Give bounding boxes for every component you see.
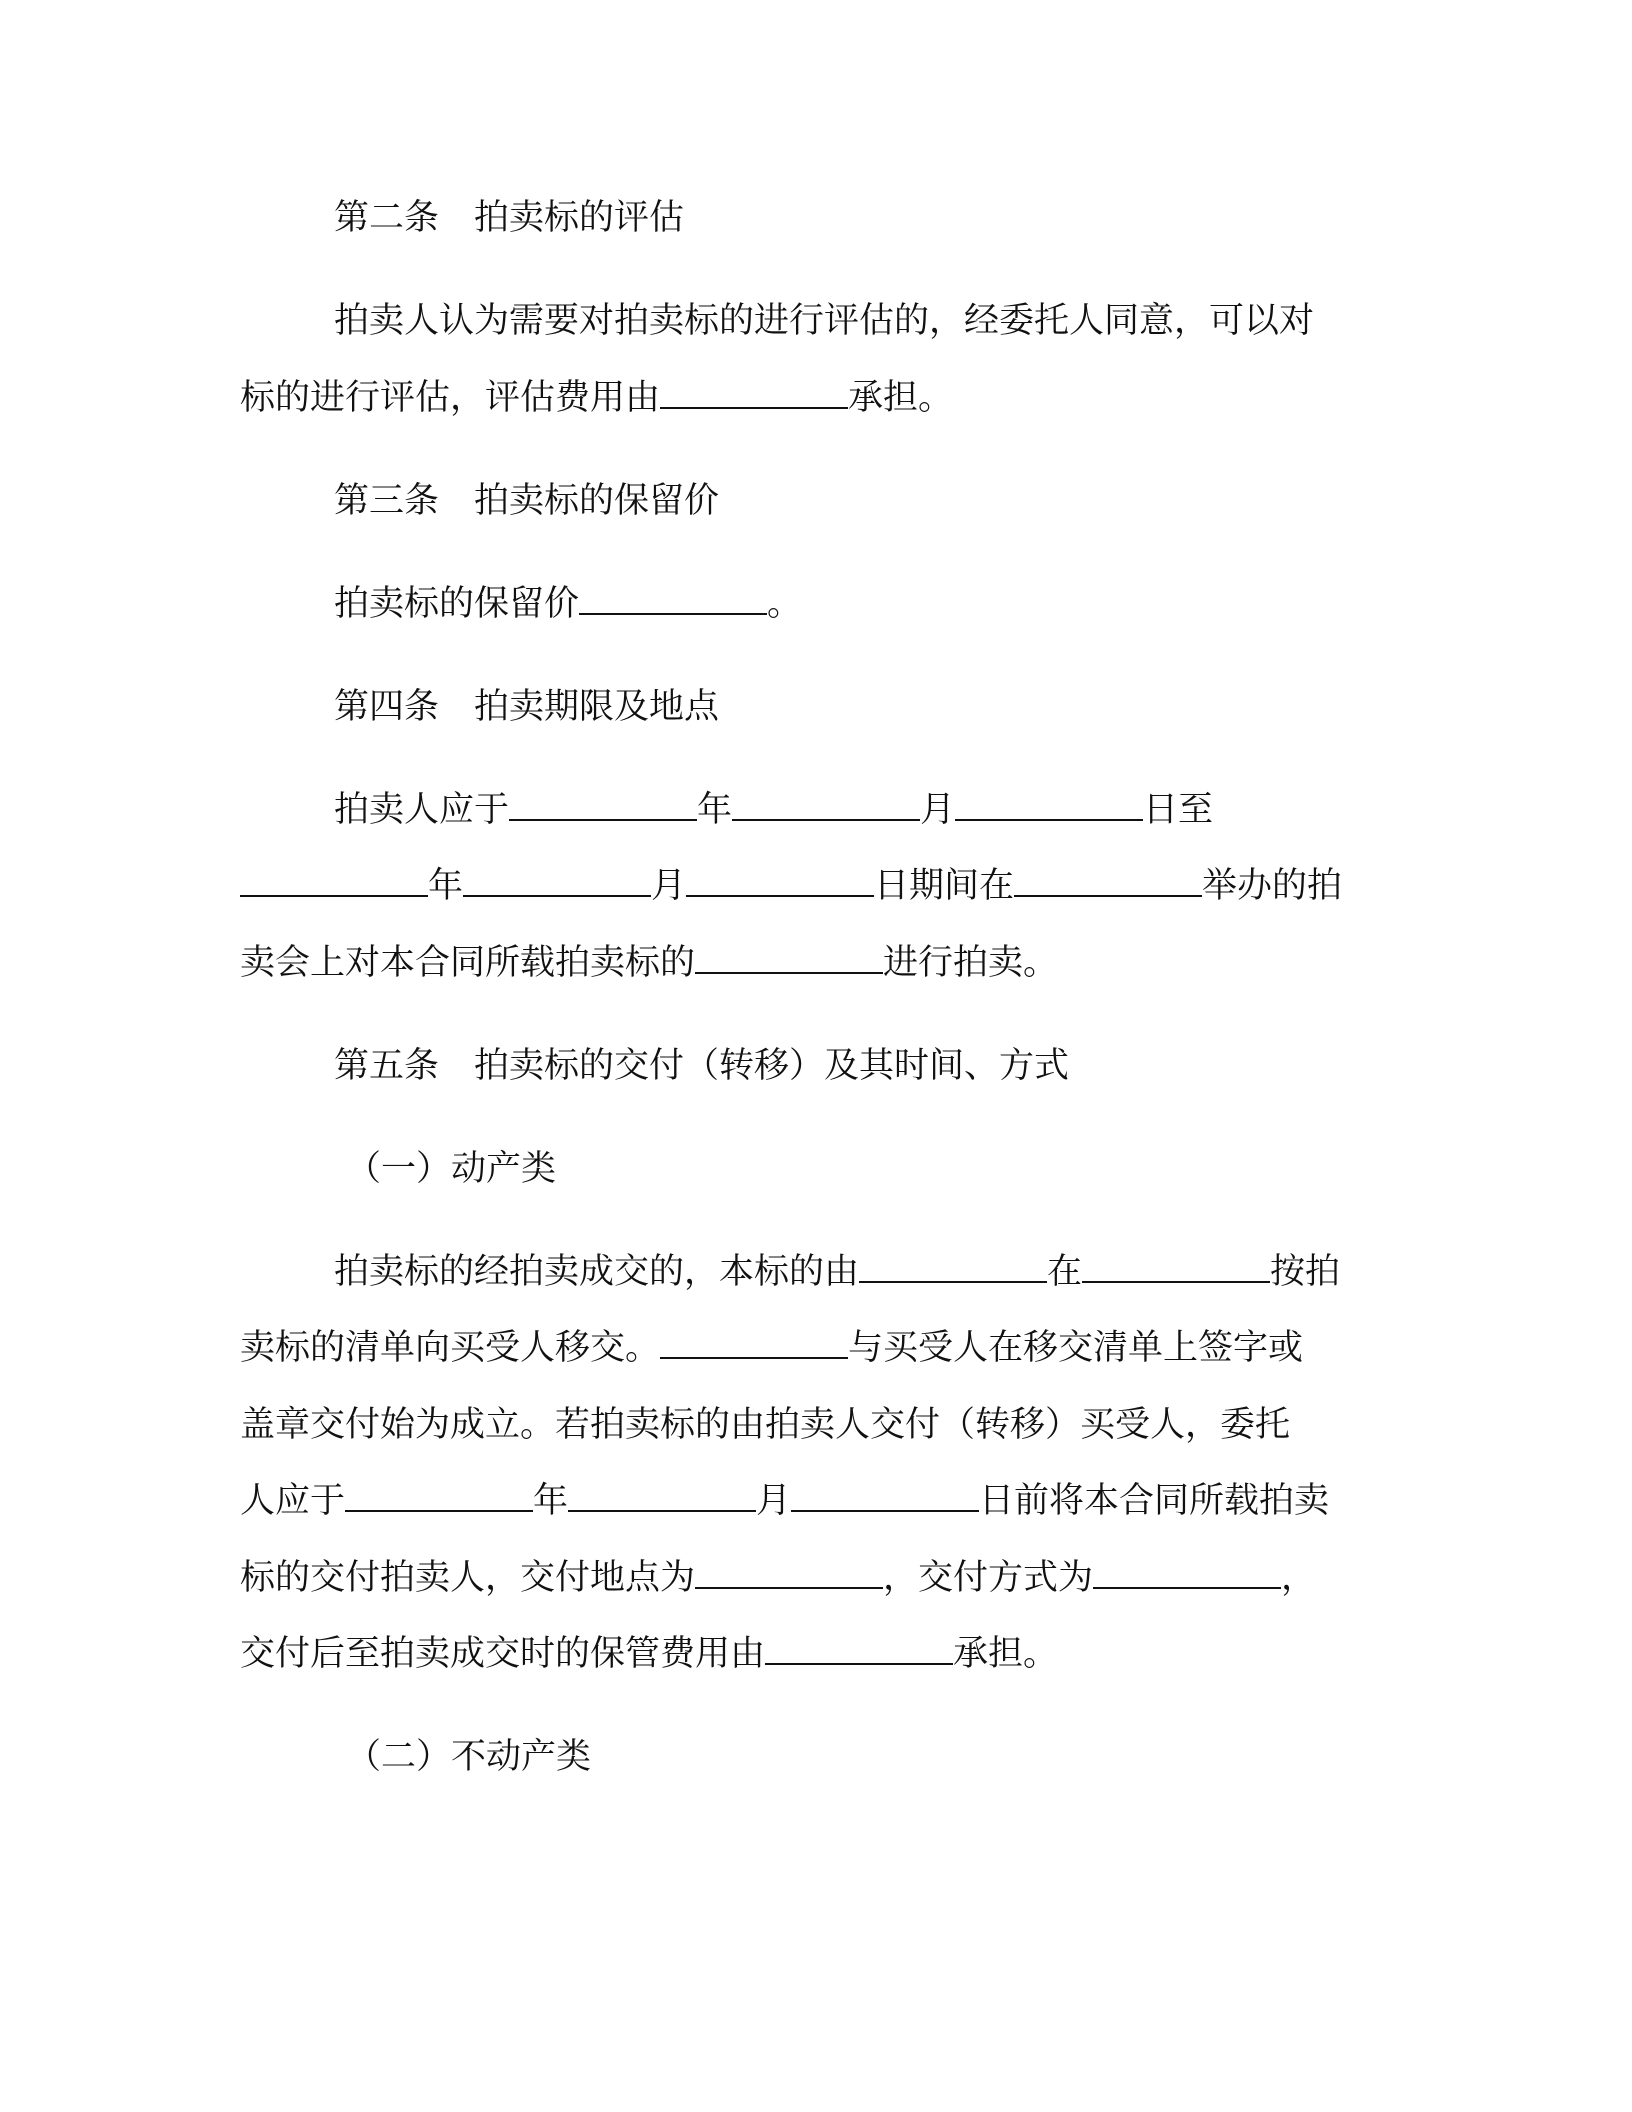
fill-in-blank [240,865,428,897]
text-segment: 拍卖人应于 [334,790,510,830]
fill-in-blank [509,789,697,821]
text-segment: 承担。 [848,378,954,418]
text-segment: 日前将本合同所载拍卖 [979,1481,1330,1521]
fill-in-blank [463,865,651,897]
text-segment: 月 [920,790,956,830]
article-2-paragraph-line-1: 拍卖人认为需要对拍卖标的进行评估的，经委托人同意，可以对 [334,301,1315,341]
text-segment: 交付后至拍卖成交时的保管费用由 [240,1634,766,1674]
fill-in-blank [660,1327,848,1359]
text-segment: 。 [767,584,803,624]
text-segment: 卖会上对本合同所载拍卖标的 [240,943,696,983]
article-3-heading: 第三条 拍卖标的保留价 [334,481,720,521]
text-segment: 年 [428,866,464,906]
fill-in-blank [695,1557,883,1589]
text-segment: 承担。 [953,1634,1059,1674]
text-segment: 拍卖标的经拍卖成交的，本标的由 [334,1252,860,1292]
article-5-paragraph-line-1 [334,1250,1340,1294]
fill-in-blank [686,865,874,897]
fill-in-blank [1082,1251,1270,1283]
article-5-subheading-movable: （一）动产类 [346,1149,557,1189]
article-2-heading: 第二条 拍卖标的评估 [334,198,685,238]
text-segment: 月 [651,866,687,906]
article-2-paragraph-line-2 [240,376,953,420]
fill-in-blank [579,583,767,615]
text-segment: 人应于 [240,1481,346,1521]
text-segment: 标的交付拍卖人，交付地点为 [240,1558,696,1598]
article-4-paragraph-line-2 [240,864,1342,908]
article-5-heading: 第五条 拍卖标的交付（转移）及其时间、方式 [334,1046,1070,1086]
text-segment: ， [1281,1558,1317,1598]
text-segment: 与买受人在移交清单上签字或 [848,1328,1304,1368]
text-segment: ，交付方式为 [883,1558,1094,1598]
article-5-paragraph-line-6 [240,1632,1058,1676]
article-4-paragraph-line-1 [334,788,1213,832]
article-4-heading: 第四条 拍卖期限及地点 [334,687,720,727]
fill-in-blank [859,1251,1047,1283]
article-4-paragraph-line-3 [240,941,1058,985]
fill-in-blank [765,1633,953,1665]
text-segment: 进行拍卖。 [883,943,1059,983]
article-5-paragraph-line-3: 盖章交付始为成立。若拍卖标的由拍卖人交付（转移）买受人，委托 [240,1405,1291,1445]
fill-in-blank [955,789,1143,821]
article-5-paragraph-line-5 [240,1556,1316,1600]
fill-in-blank [791,1480,979,1512]
fill-in-blank [732,789,920,821]
fill-in-blank [345,1480,533,1512]
article-5-paragraph-line-4 [240,1479,1329,1523]
text-segment: 日至 [1143,790,1214,830]
text-segment: 月 [756,1481,792,1521]
fill-in-blank [568,1480,756,1512]
fill-in-blank [1093,1557,1281,1589]
text-segment: 年 [697,790,733,830]
article-5-subheading-immovable: （二）不动产类 [346,1737,592,1777]
text-segment: 日期间在 [874,866,1015,906]
article-3-paragraph-line-1 [334,582,802,626]
text-segment: 卖标的清单向买受人移交。 [240,1328,661,1368]
fill-in-blank [695,942,883,974]
fill-in-blank [1014,865,1202,897]
article-5-paragraph-line-2 [240,1326,1303,1370]
fill-in-blank [660,377,848,409]
text-segment: 年 [533,1481,569,1521]
text-segment: 在 [1047,1252,1083,1292]
text-segment: 拍卖标的保留价 [334,584,580,624]
text-segment: 标的进行评估，评估费用由 [240,378,661,418]
text-segment: 举办的拍 [1202,866,1343,906]
text-segment: 按拍 [1270,1252,1341,1292]
